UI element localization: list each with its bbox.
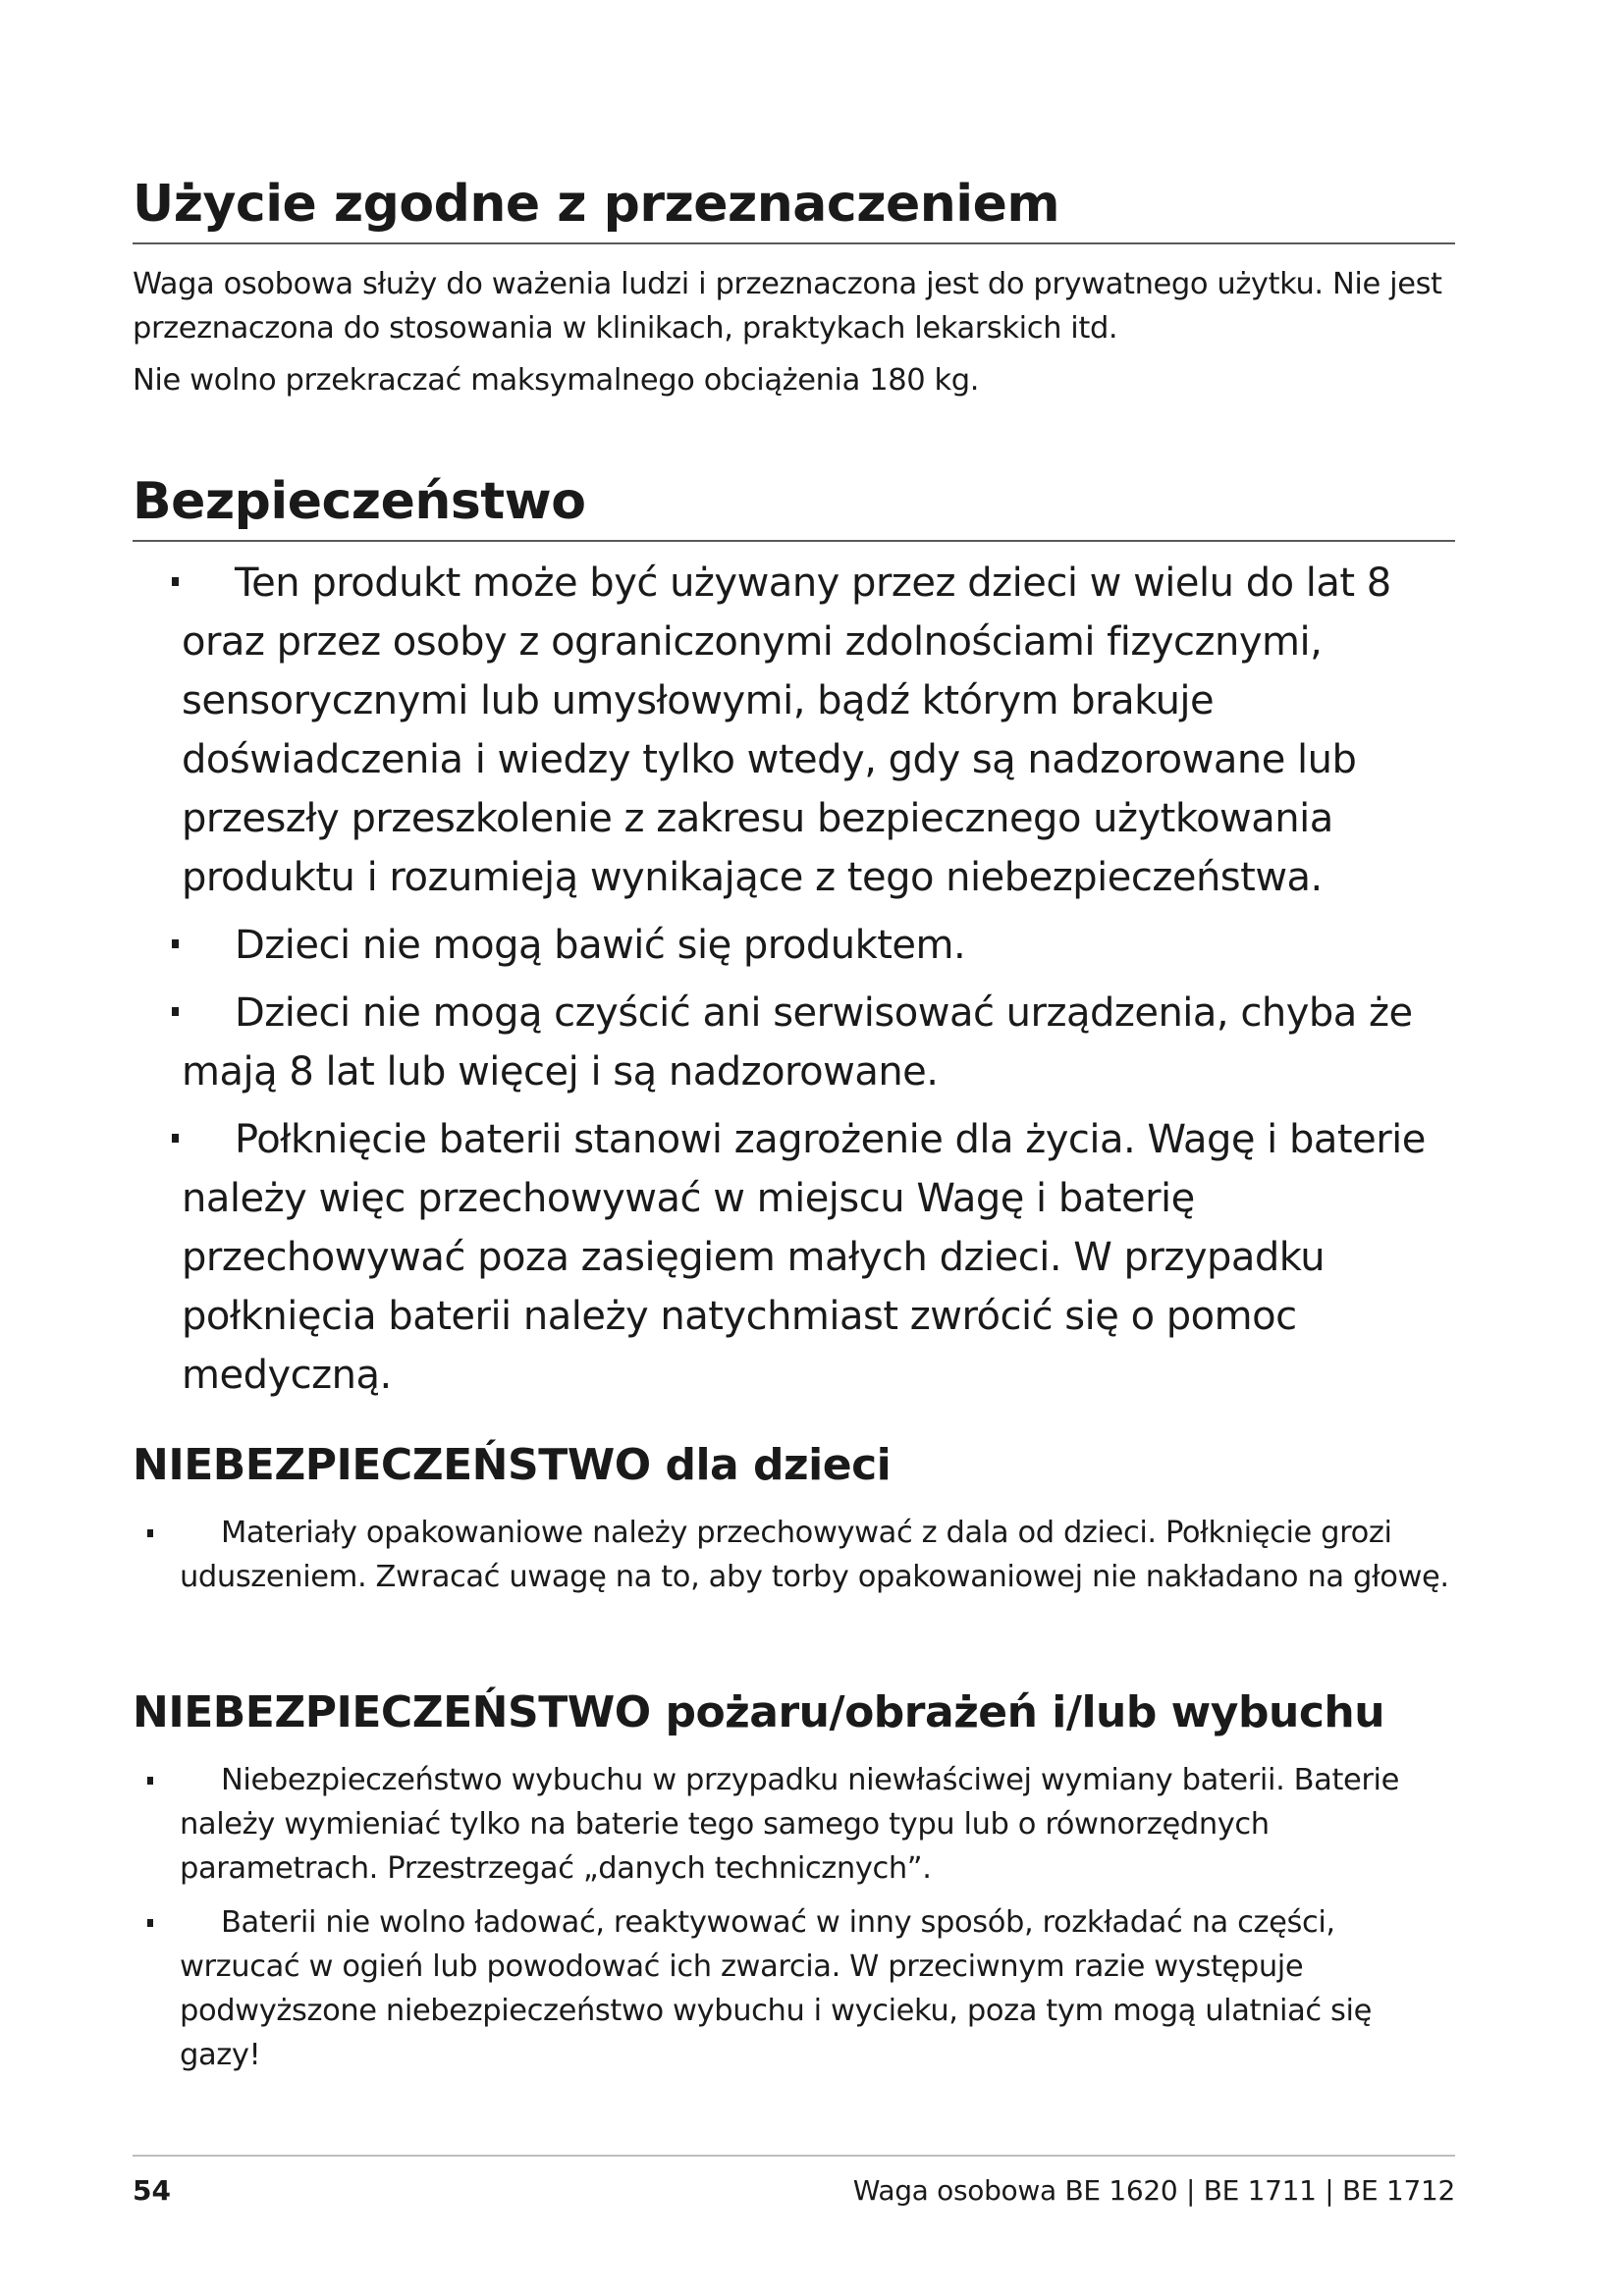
footer-document-title: Waga osobowa BE 1620 | BE 1711 | BE 1712 (852, 2174, 1455, 2207)
section-danger-children (133, 1441, 1455, 1599)
max-load-paragraph: Nie wolno przekraczać maksymalnego obciążenia 180 kg. (133, 363, 980, 399)
list-item (133, 916, 1455, 975)
list-item-text: Połknięcie baterii stanowi zagrożenie dla życia. Wagę i baterie należy więc przechowywać w miejscu Wagę i baterię przechowywać poza zasięgiem małych dzieci. W przypadku połknięcia baterii należy natychmiast zwrócić się o pomoc medyczną. (182, 1117, 1426, 1399)
bullet-icon (172, 1134, 179, 1143)
list-item-text: Dzieci nie mogą bawić się produktem. (235, 923, 966, 969)
page-number: 54 (133, 2174, 171, 2207)
section-title-danger-children: NIEBEZPIECZEŃSTWO dla dzieci (133, 1440, 892, 1490)
list-item (133, 1900, 1455, 2078)
section-title-safety: Bezpieczeństwo (133, 474, 1455, 542)
section-title-danger-fire: NIEBEZPIECZEŃSTWO pożaru/obrażeń i/lub wybuchu (133, 1687, 1385, 1737)
list-item (133, 1758, 1455, 1891)
list-item-text: Niebezpieczeństwo wybuchu w przypadku niewłaściwej wymiany baterii. Baterie należy wymieniać tylko na baterie tego samego typu lub o równorzędnych parametrach. Przestrzegać „danych technicznych”. (180, 1762, 1399, 1886)
bullet-icon (147, 1919, 153, 1927)
document-page (133, 0, 1455, 2296)
list-item (133, 984, 1455, 1101)
list-item-text: Materiały opakowaniowe należy przechowywać z dala od dzieci. Połknięcie grozi uduszeniem. Zwracać uwagę na to, aby torby opakowaniowej nie nakładano na głowę. (180, 1515, 1449, 1594)
list-item (133, 1511, 1455, 1599)
bullet-icon (147, 1777, 153, 1785)
list-item (133, 554, 1455, 907)
bullet-icon (172, 1007, 179, 1016)
section-danger-fire (133, 1688, 1455, 2077)
bullet-icon (147, 1529, 153, 1537)
intended-use-paragraph: Waga osobowa służy do ważenia ludzi i przeznaczona jest do prywatnego użytku. Nie jest przeznaczona do stosowania w klinikach, praktykach lekarskich itd. (133, 267, 1442, 347)
list-item-text: Ten produkt może być używany przez dzieci w wielu do lat 8 oraz przez osoby z ograniczonymi zdolnościami fizycznymi, sensorycznymi lub umysłowymi, bądź którym brakuje doświadczenia i wiedzy tylko wtedy, gdy są nadzorowane lub przeszły przeszkolenie z zakresu bezpiecznego użytkowania produktu i rozumieją wynikające z tego niebezpieczeństwa. (182, 561, 1391, 901)
section-title-intended-use: Użycie zgodne z przeznaczeniem (133, 177, 1455, 244)
list-item-text: Baterii nie wolno ładować, reaktywować w inny sposób, rozkładać na części, wrzucać w ogień lub powodować ich zwarcia. W przeciwnym razie występuje podwyższone niebezpieczeństwo wybuchu i wycieku, poza tym mogą ulatniać się gazy! (180, 1904, 1372, 2073)
page-footer (133, 2155, 1455, 2207)
list-item-text: Dzieci nie mogą czyścić ani serwisować urządzenia, chyba że mają 8 lat lub więcej i są nadzorowane. (182, 990, 1413, 1095)
safety-list (133, 554, 1455, 1405)
bullet-icon (172, 577, 179, 586)
danger-fire-list (133, 1758, 1455, 2078)
bullet-icon (172, 939, 179, 948)
section-safety (133, 474, 1455, 1405)
danger-children-list (133, 1511, 1455, 1599)
list-item (133, 1110, 1455, 1405)
section-intended-use (133, 177, 1455, 403)
